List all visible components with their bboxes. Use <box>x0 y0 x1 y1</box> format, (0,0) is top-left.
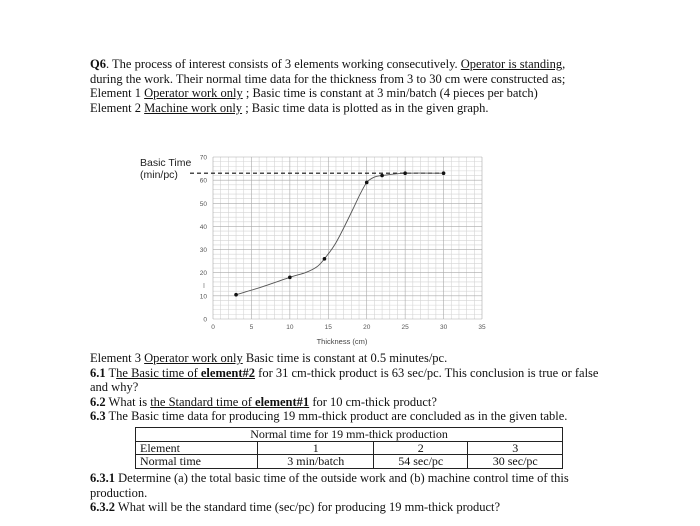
data-point <box>323 257 327 261</box>
chart-x-ticks <box>211 324 486 331</box>
chart-grid-minor <box>213 157 482 319</box>
data-point <box>234 293 238 297</box>
question-6-3-2: 6.3.2 What will be the standard time (sec/pc) for producing 19 mm-thick product? <box>90 500 501 515</box>
x-tick-label: 25 <box>401 324 409 331</box>
stray-mark: I <box>203 283 205 290</box>
table-cell: 2 <box>374 441 468 455</box>
data-point <box>442 171 446 175</box>
y-tick-label: 20 <box>199 270 207 278</box>
chart-grid-major <box>213 157 482 319</box>
y-tick-label: 60 <box>199 177 207 185</box>
table-cell: Element <box>136 441 258 455</box>
data-point <box>288 276 292 280</box>
y-tick-label: 50 <box>199 200 207 208</box>
table-cell: Normal time <box>136 455 258 469</box>
chart-y-ticks <box>200 155 208 324</box>
intro-line-1: Q6. The process of interest consists of 3 elements working consecutively. Operator is standing, <box>90 57 566 71</box>
chart-ylabel: Basic Time (min/pc) <box>140 157 192 181</box>
x-tick-label: 5 <box>249 324 254 331</box>
data-point <box>365 181 369 185</box>
table-cell: 3 min/batch <box>258 455 374 469</box>
questions-block <box>90 351 600 424</box>
chart-xlabel: Thickness (cm) <box>316 337 368 346</box>
x-tick-label: 30 <box>439 324 448 331</box>
x-tick-label: 35 <box>478 324 486 331</box>
table-cell: 3 <box>468 441 563 455</box>
standing-note: Operator is standing <box>460 57 563 71</box>
normal-time-table <box>135 427 563 469</box>
x-tick-label: 0 <box>211 324 215 331</box>
question-number: Q6 <box>90 57 106 71</box>
element-1-line: Element 1 Operator work only ; Basic time is constant at 3 min/batch (4 pieces per batch) <box>90 86 538 101</box>
x-tick-label: 15 <box>324 324 332 331</box>
y-tick-label: 0 <box>203 316 207 324</box>
chart-points <box>234 171 445 296</box>
element-2-line: Element 2 Machine work only ; Basic time data is plotted as in the given graph. <box>90 100 489 115</box>
y-tick-label: 10 <box>199 293 207 301</box>
data-point <box>403 171 407 175</box>
question-6-3-1: 6.3.1 Determine (a) the total basic time of the outside work and (b) machine control time of this production. <box>90 471 569 500</box>
table-caption: Normal time for 19 mm-thick production <box>136 428 563 442</box>
table-caption-row <box>136 428 563 442</box>
x-tick-label: 20 <box>363 324 371 331</box>
final-questions <box>90 471 600 515</box>
table-row <box>136 441 563 455</box>
data-point <box>380 174 384 178</box>
chart-curve <box>236 173 444 295</box>
y-tick-label: 70 <box>199 154 207 162</box>
question-6-3: 6.3 The Basic time data for producing 19 mm-thick product are concluded as in the given table. <box>90 409 568 424</box>
table-cell: 54 sec/pc <box>374 455 468 469</box>
basic-time-curve <box>236 173 444 295</box>
question-6-1: 6.1 The Basic time of element#2 for 31 cm-thick product is 63 sec/pc. This conclusion is true or false and why? <box>90 365 599 395</box>
table-cell: 1 <box>258 441 374 455</box>
y-tick-label: 40 <box>199 223 207 231</box>
table-row <box>136 455 563 469</box>
x-tick-label: 10 <box>286 324 294 331</box>
intro-line-2: during the work. Their normal time data for the thickness from 3 to 30 cm were constructed as; <box>90 71 566 86</box>
question-6-2: 6.2 What is the Standard time of element#1 for 10 cm-thick product? <box>90 394 437 409</box>
element-3-line: Element 3 Operator work only Basic time is constant at 0.5 minutes/pc. <box>90 351 448 365</box>
y-tick-label: 30 <box>199 247 207 255</box>
table-cell: 30 sec/pc <box>468 455 563 469</box>
